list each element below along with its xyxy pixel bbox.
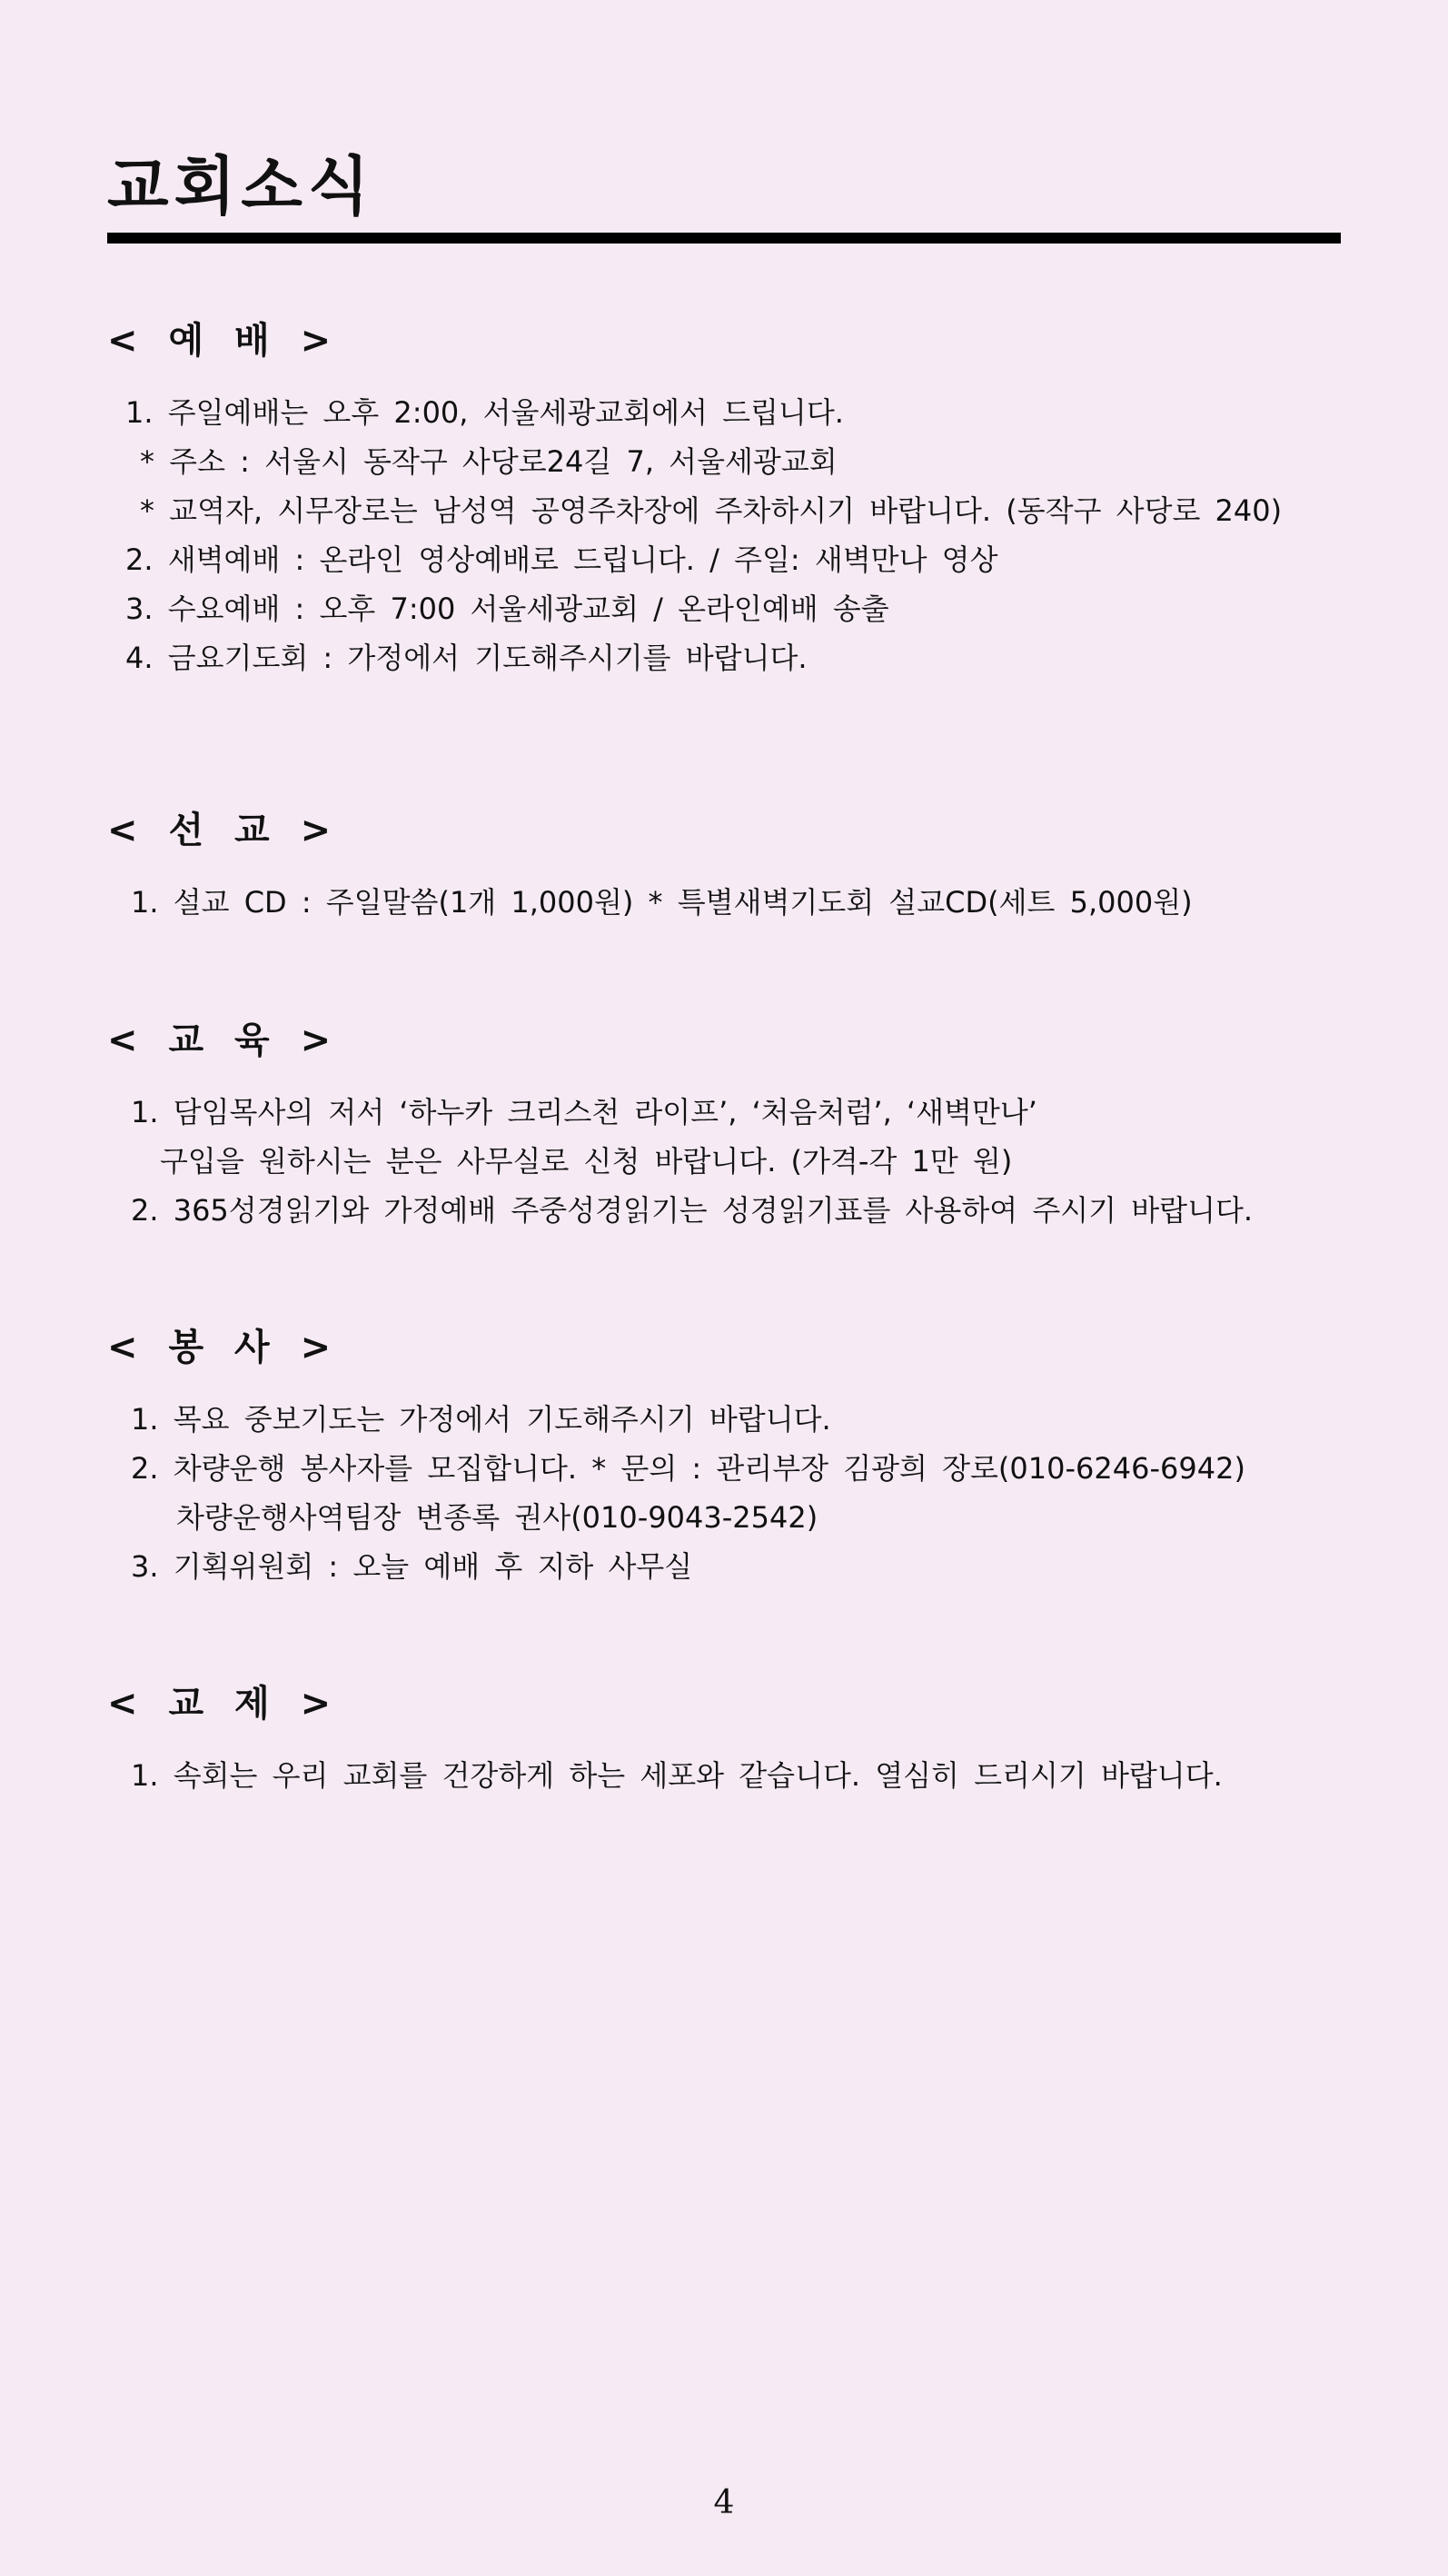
section-worship — [107, 313, 1379, 682]
education-item-1-continued: 구입을 원하시는 분은 사무실로 신청 바랍니다. (가격-각 1만 원) — [160, 1144, 1013, 1179]
service-item-2: 2. 차량운행 봉사자를 모집합니다. * 문의 : 관리부장 김광희 장로(010-6246-6942) — [131, 1451, 1245, 1486]
fellowship-item-1: 1. 속회는 우리 교회를 건강하게 하는 세포와 같습니다. 열심히 드리시기 바랍니다. — [131, 1758, 1223, 1793]
worship-item-1-parking: * 교역자, 시무장로는 남성역 공영주차장에 주차하시기 바랍니다. (동작구 사당로 240) — [140, 493, 1283, 528]
section-heading-service: < 봉 사 > — [107, 1327, 341, 1368]
mission-item-1: 1. 설교 CD : 주일말씀(1개 1,000원) * 특별새벽기도회 설교CD(세트 5,000원) — [131, 885, 1193, 920]
worship-item-2: 2. 새벽예배 : 온라인 영상예배로 드립니다. / 주일: 새벽만나 영상 — [125, 542, 998, 577]
section-fellowship — [107, 1676, 1379, 1800]
section-service — [107, 1320, 1379, 1591]
service-item-3: 3. 기획위원회 : 오늘 예배 후 지하 사무실 — [131, 1549, 693, 1584]
worship-item-3: 3. 수요예배 : 오후 7:00 서울세광교회 / 온라인예배 송출 — [125, 592, 889, 626]
section-heading-education: < 교 육 > — [107, 1019, 341, 1061]
education-item-2: 2. 365성경읽기와 가정예배 주중성경읽기는 성경읽기표를 사용하여 주시기 바랍니다. — [131, 1193, 1254, 1228]
section-mission — [107, 803, 1379, 927]
section-heading-worship: < 예 배 > — [107, 320, 341, 362]
worship-item-1: 1. 주일예배는 오후 2:00, 서울세광교회에서 드립니다. — [125, 395, 844, 430]
section-heading-fellowship: < 교 제 > — [107, 1683, 341, 1725]
service-item-1: 1. 목요 중보기도는 가정에서 기도해주시기 바랍니다. — [131, 1402, 831, 1437]
service-item-2-continued: 차량운행사역팀장 변종록 권사(010-9043-2542) — [176, 1500, 818, 1535]
title-divider — [107, 233, 1341, 244]
education-item-1: 1. 담임목사의 저서 ‘하누카 크리스천 라이프’, ‘처음처럼’, ‘새벽만나’ — [131, 1095, 1037, 1129]
page-number: 4 — [713, 2484, 735, 2521]
worship-item-4: 4. 금요기도회 : 가정에서 기도해주시기를 바랍니다. — [125, 641, 808, 675]
page-title: 교회소식 — [107, 149, 375, 224]
worship-item-1-address: * 주소 : 서울시 동작구 사당로24길 7, 서울세광교회 — [140, 444, 838, 479]
section-heading-mission: < 선 교 > — [107, 810, 341, 851]
section-education — [107, 1013, 1379, 1235]
